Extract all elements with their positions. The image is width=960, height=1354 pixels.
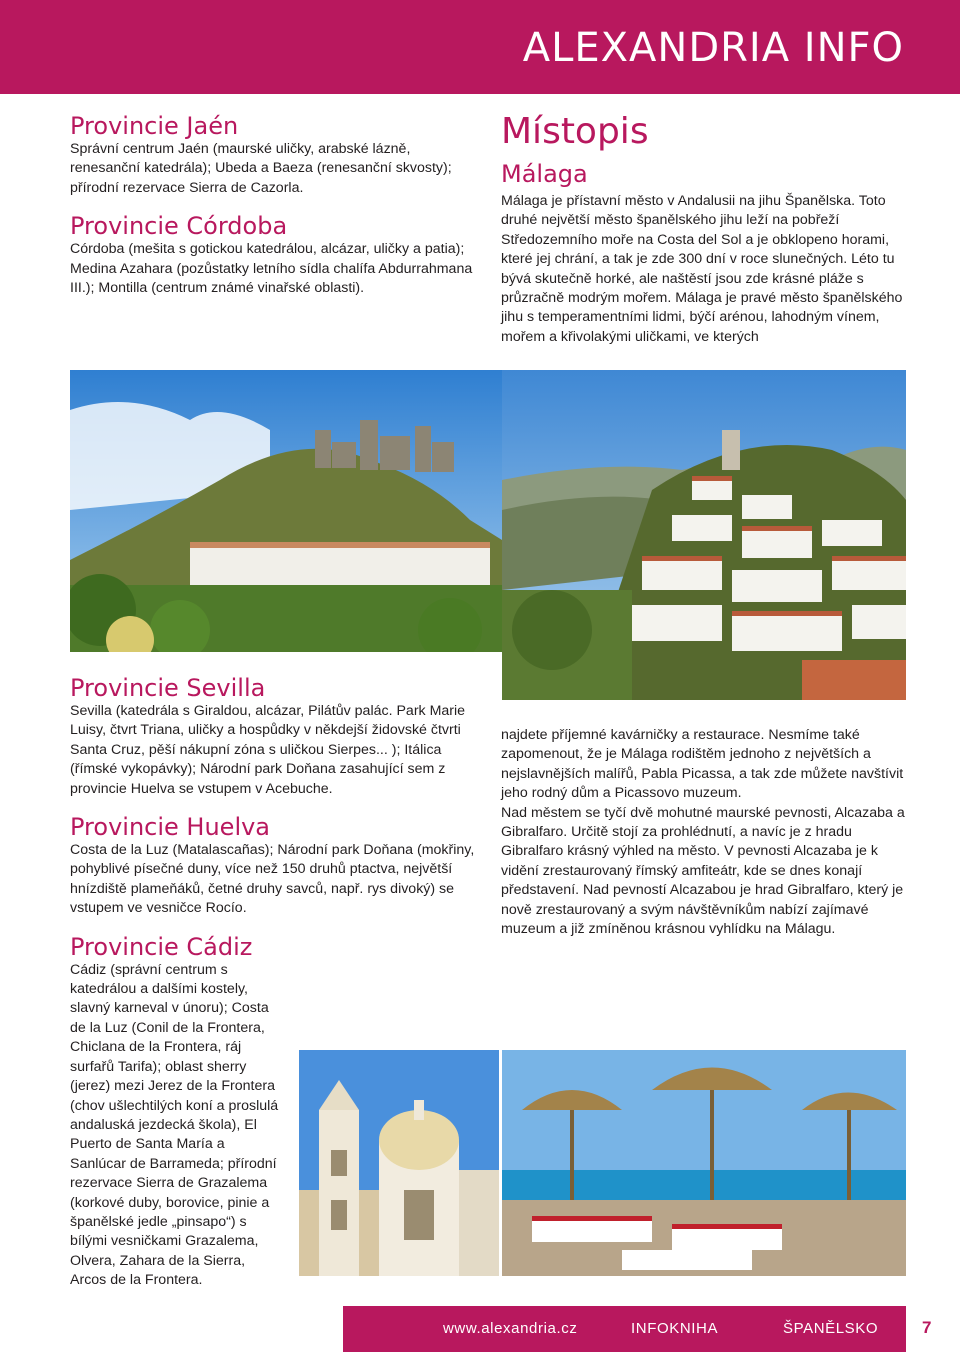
footer-infokniha: INFOKNIHA [631,1320,719,1337]
text-malaga: Málaga je přístavní město v Andalusii na jihu Španělska. Toto druhé největší město španělského jihu leží na pobřeží Středozemního moře na Costa del Sol a je obklopeno horami, které jej chrání, a tak je zde 300 dní v roce slunečných. Léto tu bývá skutečně horké, ale naštěstí jsou zde krásné pláže s průzračně modrým mořem. Málaga je pravé město španělského jihu s temperamentními lidmi, býčí arénou, lahodným vínem, mořem a křivolakými uličkami, ve kterých [501,193,903,345]
text-jaen: Správní centrum Jaén (maurské uličky, arabské lázně, renesanční katedrála); Ubeda a Baeza (renesanční skvosty); přírodní rezervace Sierra de Cazorla. [70,141,452,196]
text-sevilla: Sevilla (katedrála s Giraldou, alcázar, Pilátův palác. Park Marie Luisy, čtvrt Triana, uličky a hospůdky v někdejší židovské čtvrti Santa Cruz, pěší nákupní zóna s uličkou Sierpes... ); Itálica (římské vykopávky); Národní park Doňana zasahující sem z provincie Huelva se vstupem v Acebuche. [70,703,466,797]
text-fortresses: Nad městem se tyčí dvě mohutné maurské pevnosti, Alcazaba a Gibralfaro. Určitě stojí za prohlédnutí, a navíc je z hradu Gibralfaro krásný výhled na město. V pevnosti Alcazaba je k vidění zrestaurovaný římský amfiteátr, kde se dnes konají představení. Nad pevností Alcazabou je hrad Gibralfaro, který je nově zrestaurovaný a svým návštěvníkům nabízí zajímavé muzeum a již zmíněnou krásnou vyhlídku na Málagu. [501,804,905,938]
castle-photo [70,370,502,652]
heading-huelva: Provincie Huelva [70,813,271,842]
village-photo [502,370,906,700]
page-number: 7 [922,1318,932,1337]
left-top-column [70,112,478,298]
header-bar [0,0,960,94]
text-cadiz: Cádiz (správní centrum s katedrálou a dalšími kostely, slavný karneval v únoru); Costa de la Luz (Conil de la Frontera, Chiclana de la Frontera, ráj surfařů Tarifa); oblast sherry (jerez) mezi Jerez de la Frontera (chov ušlechtilých koní a proslulá andaluská jezdecká škola), El Puerto de Santa María a Sanlúcar de Barrameda; přírodní rezervace Sierra de Grazalema (korkové duby, borovice, pinie a španělské jedle „pinsapo“) s bílými vesničkami Grazalema, Olvera, Zahara de la Sierra, Arcos de la Frontera. [70,961,279,1289]
heading-sevilla: Provincie Sevilla [70,674,266,702]
heading-malaga: Málaga [501,160,588,188]
right-bottom-column [501,726,911,939]
right-top-column [501,110,911,347]
text-cordoba: Córdoba (mešita s gotickou katedrálou, alcázar, uličky a patia); Medina Azahara (pozůstatky letního sídla chalífa Abdurrahmana III.); Montilla (centrum známé vinařské oblasti). [70,241,473,297]
heading-mistopis: Místopis [501,111,649,152]
cathedral-photo [299,1050,499,1276]
text-huelva: Costa de la Luz (Matalascañas); Národní park Doňana (mokřiny, pohyblivé písečné duny, více než 150 druhů ptactva, největší hnízdiště plameňáků, četné druhy savců, např. rys divoký) se vstupem ve vesničce Rocío. [70,842,475,917]
heading-jaen: Provincie Jaén [70,112,239,140]
heading-cadiz: Provincie Cádiz [70,932,253,961]
heading-cordoba: Provincie Córdoba [70,212,288,241]
text-malaga-continued: najdete příjemné kavárničky a restaurace. Nesmíme také zapomenout, že je Málaga rodištěm jednoho z největších a nejslavnějších malířů, Pabla Picassa, a tak zde můžete navštívit jeho rodný dům a Picassovo muzeum. [501,727,904,802]
footer-bar [343,1306,906,1352]
footer-spanelsko: ŠPANĚLSKO [783,1320,879,1337]
footer-url-link[interactable]: www.alexandria.cz [443,1320,578,1337]
page-title: ALEXANDRIA INFO [522,25,904,71]
beach-photo [502,1050,906,1276]
